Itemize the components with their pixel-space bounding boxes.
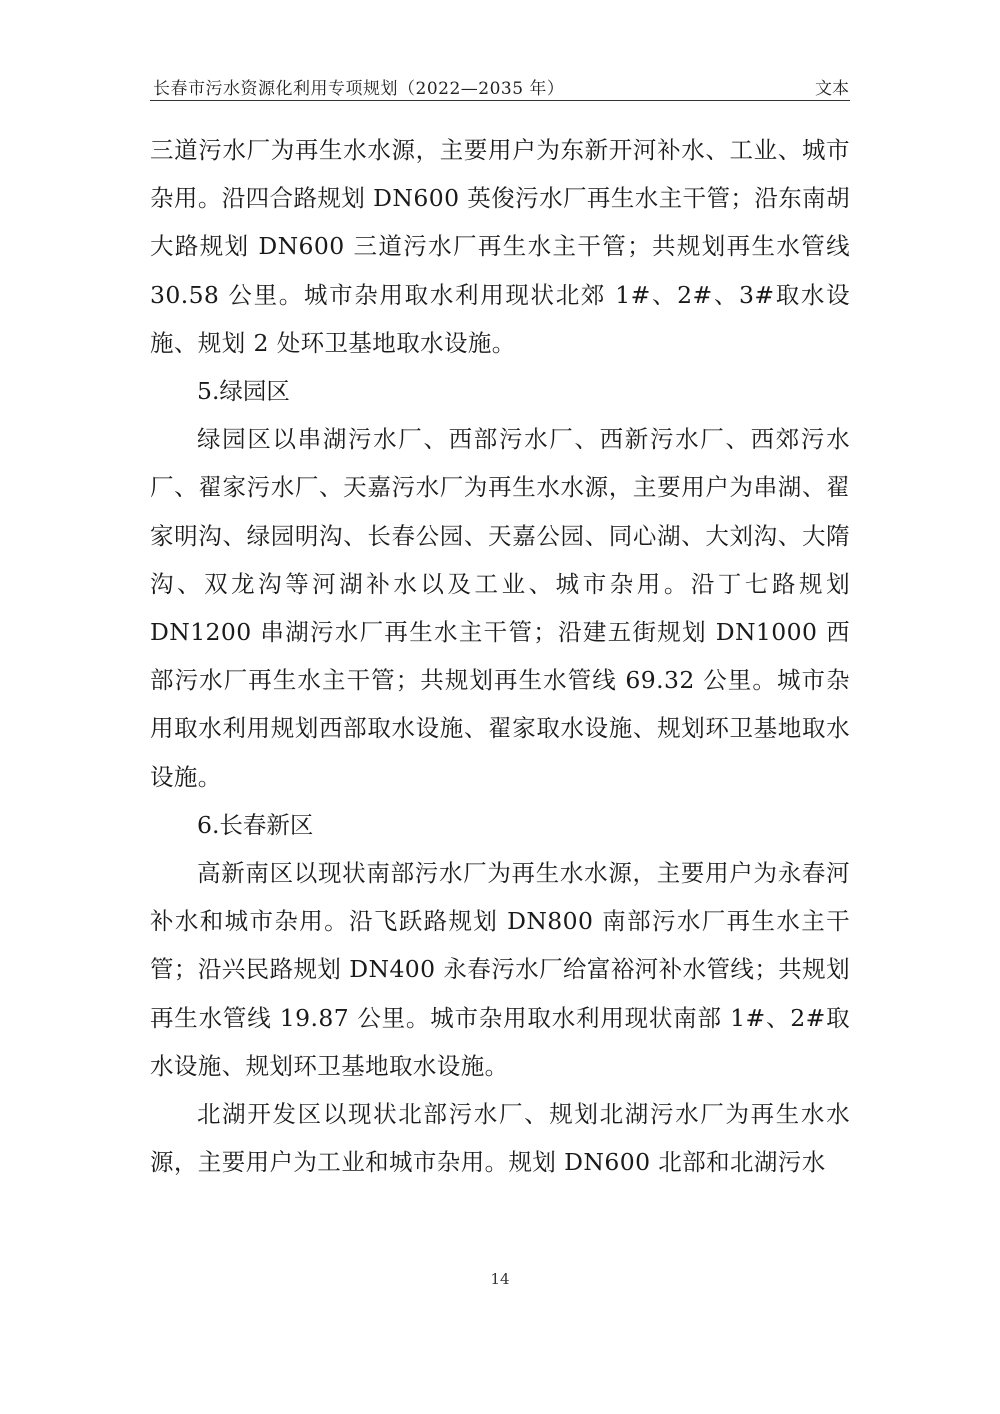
paragraph-gaoxin-south: 高新南区以现状南部污水厂为再生水水源，主要用户为永春河补水和城市杂用。沿飞跃路规划 DN800 南部污水厂再生水主干管；沿兴民路规划 DN400 永春污水厂给富裕河补水管线；共规划再生水管线 19.87 公里。城市杂用取水利用现状南部 1#、2#取水设施、规划环卫基地取水设施。 xyxy=(150,859,850,1080)
paragraph-continued: 三道污水厂为再生水水源，主要用户为东新开河补水、工业、城市杂用。沿四合路规划 DN600 英俊污水厂再生水主干管；沿东南胡大路规划 DN600 三道污水厂再生水主干管；共规划再生水管线 30.58 公里。城市杂用取水利用现状北郊 1#、2#、3#取水设施、规划 2 处环卫基地取水设施。 xyxy=(150,136,850,357)
section-label: 文本 xyxy=(815,79,849,99)
paragraph-beihu: 北湖开发区以现状北部污水厂、规划北湖污水厂为再生水水源，主要用户为工业和城市杂用。规划 DN600 北部和北湖污水 xyxy=(150,1100,850,1177)
document-title: 长春市污水资源化利用专项规划（2022—2035 年） xyxy=(153,79,565,99)
document-body xyxy=(150,126,850,1186)
section-heading-changchun-new-district: 6.长春新区 xyxy=(197,810,314,839)
page-number: 14 xyxy=(490,1270,510,1288)
section-heading-lvyuan: 5.绿园区 xyxy=(197,377,290,406)
paragraph-lvyuan: 绿园区以串湖污水厂、西部污水厂、西新污水厂、西郊污水厂、翟家污水厂、天嘉污水厂为再生水水源，主要用户为串湖、翟家明沟、绿园明沟、长春公园、天嘉公园、同心湖、大刘沟、大隋沟、双龙沟等河湖补水以及工业、城市杂用。沿丁七路规划 DN1200 串湖污水厂再生水主干管；沿建五街规划 DN1000 西部污水厂再生水主干管；共规划再生水管线 69.32 公里。城市杂用取水利用规划西部取水设施、翟家取水设施、规划环卫基地取水设施。 xyxy=(150,425,850,791)
header-divider xyxy=(150,100,850,101)
page-header xyxy=(153,70,849,100)
